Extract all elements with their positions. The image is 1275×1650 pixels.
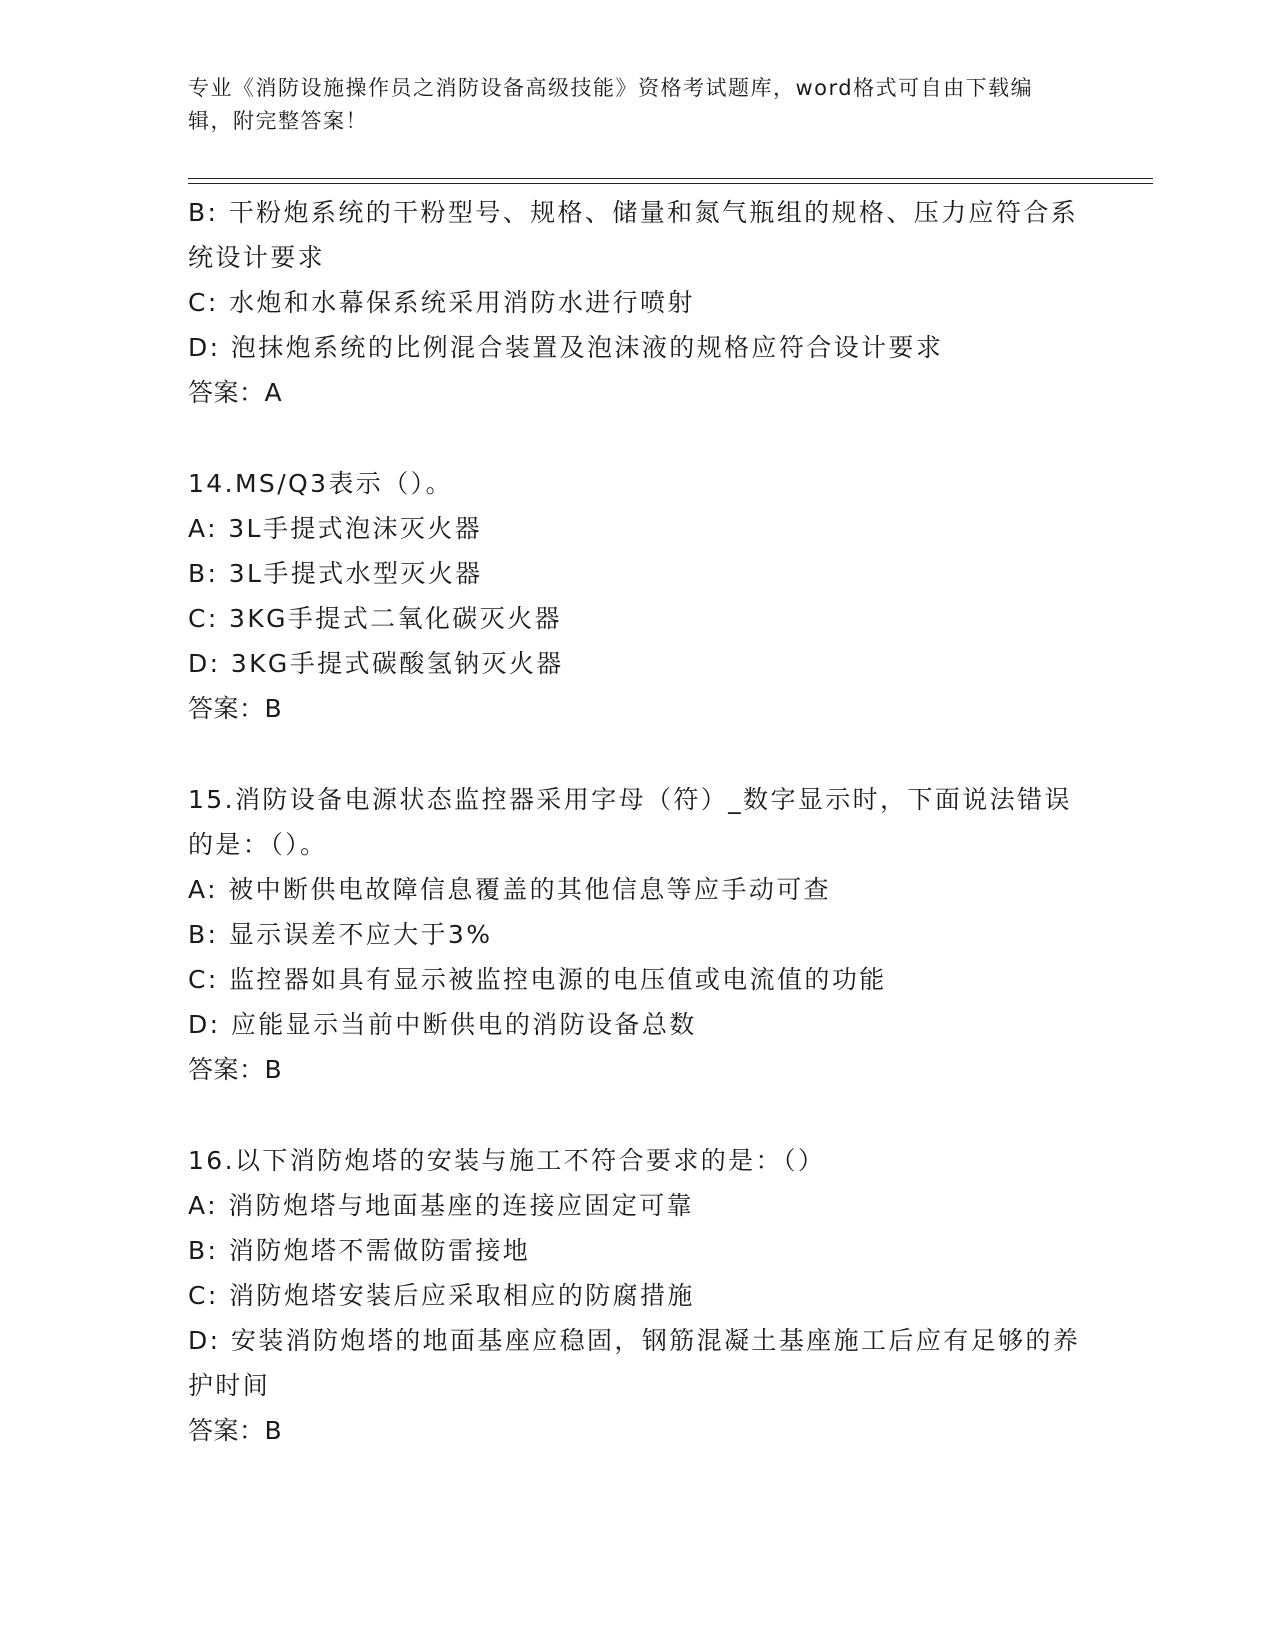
option-b: B: 干粉炮系统的干粉型号、规格、储量和氮气瓶组的规格、压力应符合系统设计要求 xyxy=(188,198,1079,272)
question-list xyxy=(188,190,1088,1453)
answer-line: 答案：B xyxy=(188,694,283,723)
option-c: C: 水炮和水幕保系统采用消防水进行喷射 xyxy=(188,288,695,317)
question-block-14 xyxy=(188,461,1088,731)
answer-line: 答案：B xyxy=(188,1055,283,1084)
question-block-15 xyxy=(188,777,1088,1092)
option-c: C: 消防炮塔安装后应采取相应的防腐措施 xyxy=(188,1281,695,1310)
question-block-13 xyxy=(188,190,1088,415)
option-c: C: 监控器如具有显示被监控电源的电压值或电流值的功能 xyxy=(188,965,887,994)
answer-line: 答案：B xyxy=(188,1416,283,1445)
option-b: B: 显示误差不应大于3% xyxy=(188,920,493,949)
header-intro-text: 专业《消防设施操作员之消防设备高级技能》资格考试题库，word格式可自由下载编辑，附完整答案！ xyxy=(188,76,1034,133)
option-a: A: 被中断供电故障信息覆盖的其他信息等应手动可查 xyxy=(188,875,832,904)
header-divider-top xyxy=(188,178,1153,179)
option-d: D: 安装消防炮塔的地面基座应稳固，钢筋混凝土基座施工后应有足够的养护时间 xyxy=(188,1326,1081,1400)
header-divider-bottom xyxy=(188,183,1153,184)
question-block-16 xyxy=(188,1138,1088,1453)
option-d: D: 泡抹炮系统的比例混合装置及泡沫液的规格应符合设计要求 xyxy=(188,333,944,362)
option-a: A: 消防炮塔与地面基座的连接应固定可靠 xyxy=(188,1191,695,1220)
option-d: D: 3KG手提式碳酸氢钠灭火器 xyxy=(188,649,564,678)
option-a: A: 3L手提式泡沫灭火器 xyxy=(188,514,483,543)
option-d: D: 应能显示当前中断供电的消防设备总数 xyxy=(188,1010,697,1039)
option-b: B: 消防炮塔不需做防雷接地 xyxy=(188,1236,531,1265)
option-b: B: 3L手提式水型灭火器 xyxy=(188,559,483,588)
question-stem: 16.以下消防炮塔的安装与施工不符合要求的是：（） xyxy=(188,1146,826,1175)
document-header xyxy=(188,72,1068,138)
answer-line: 答案：A xyxy=(188,378,283,407)
option-c: C: 3KG手提式二氧化碳灭火器 xyxy=(188,604,562,633)
question-stem: 14.MS/Q3表示（）。 xyxy=(188,469,453,498)
question-stem: 15.消防设备电源状态监控器采用字母（符）_数字显示时，下面说法错误的是：（）。 xyxy=(188,785,1072,859)
